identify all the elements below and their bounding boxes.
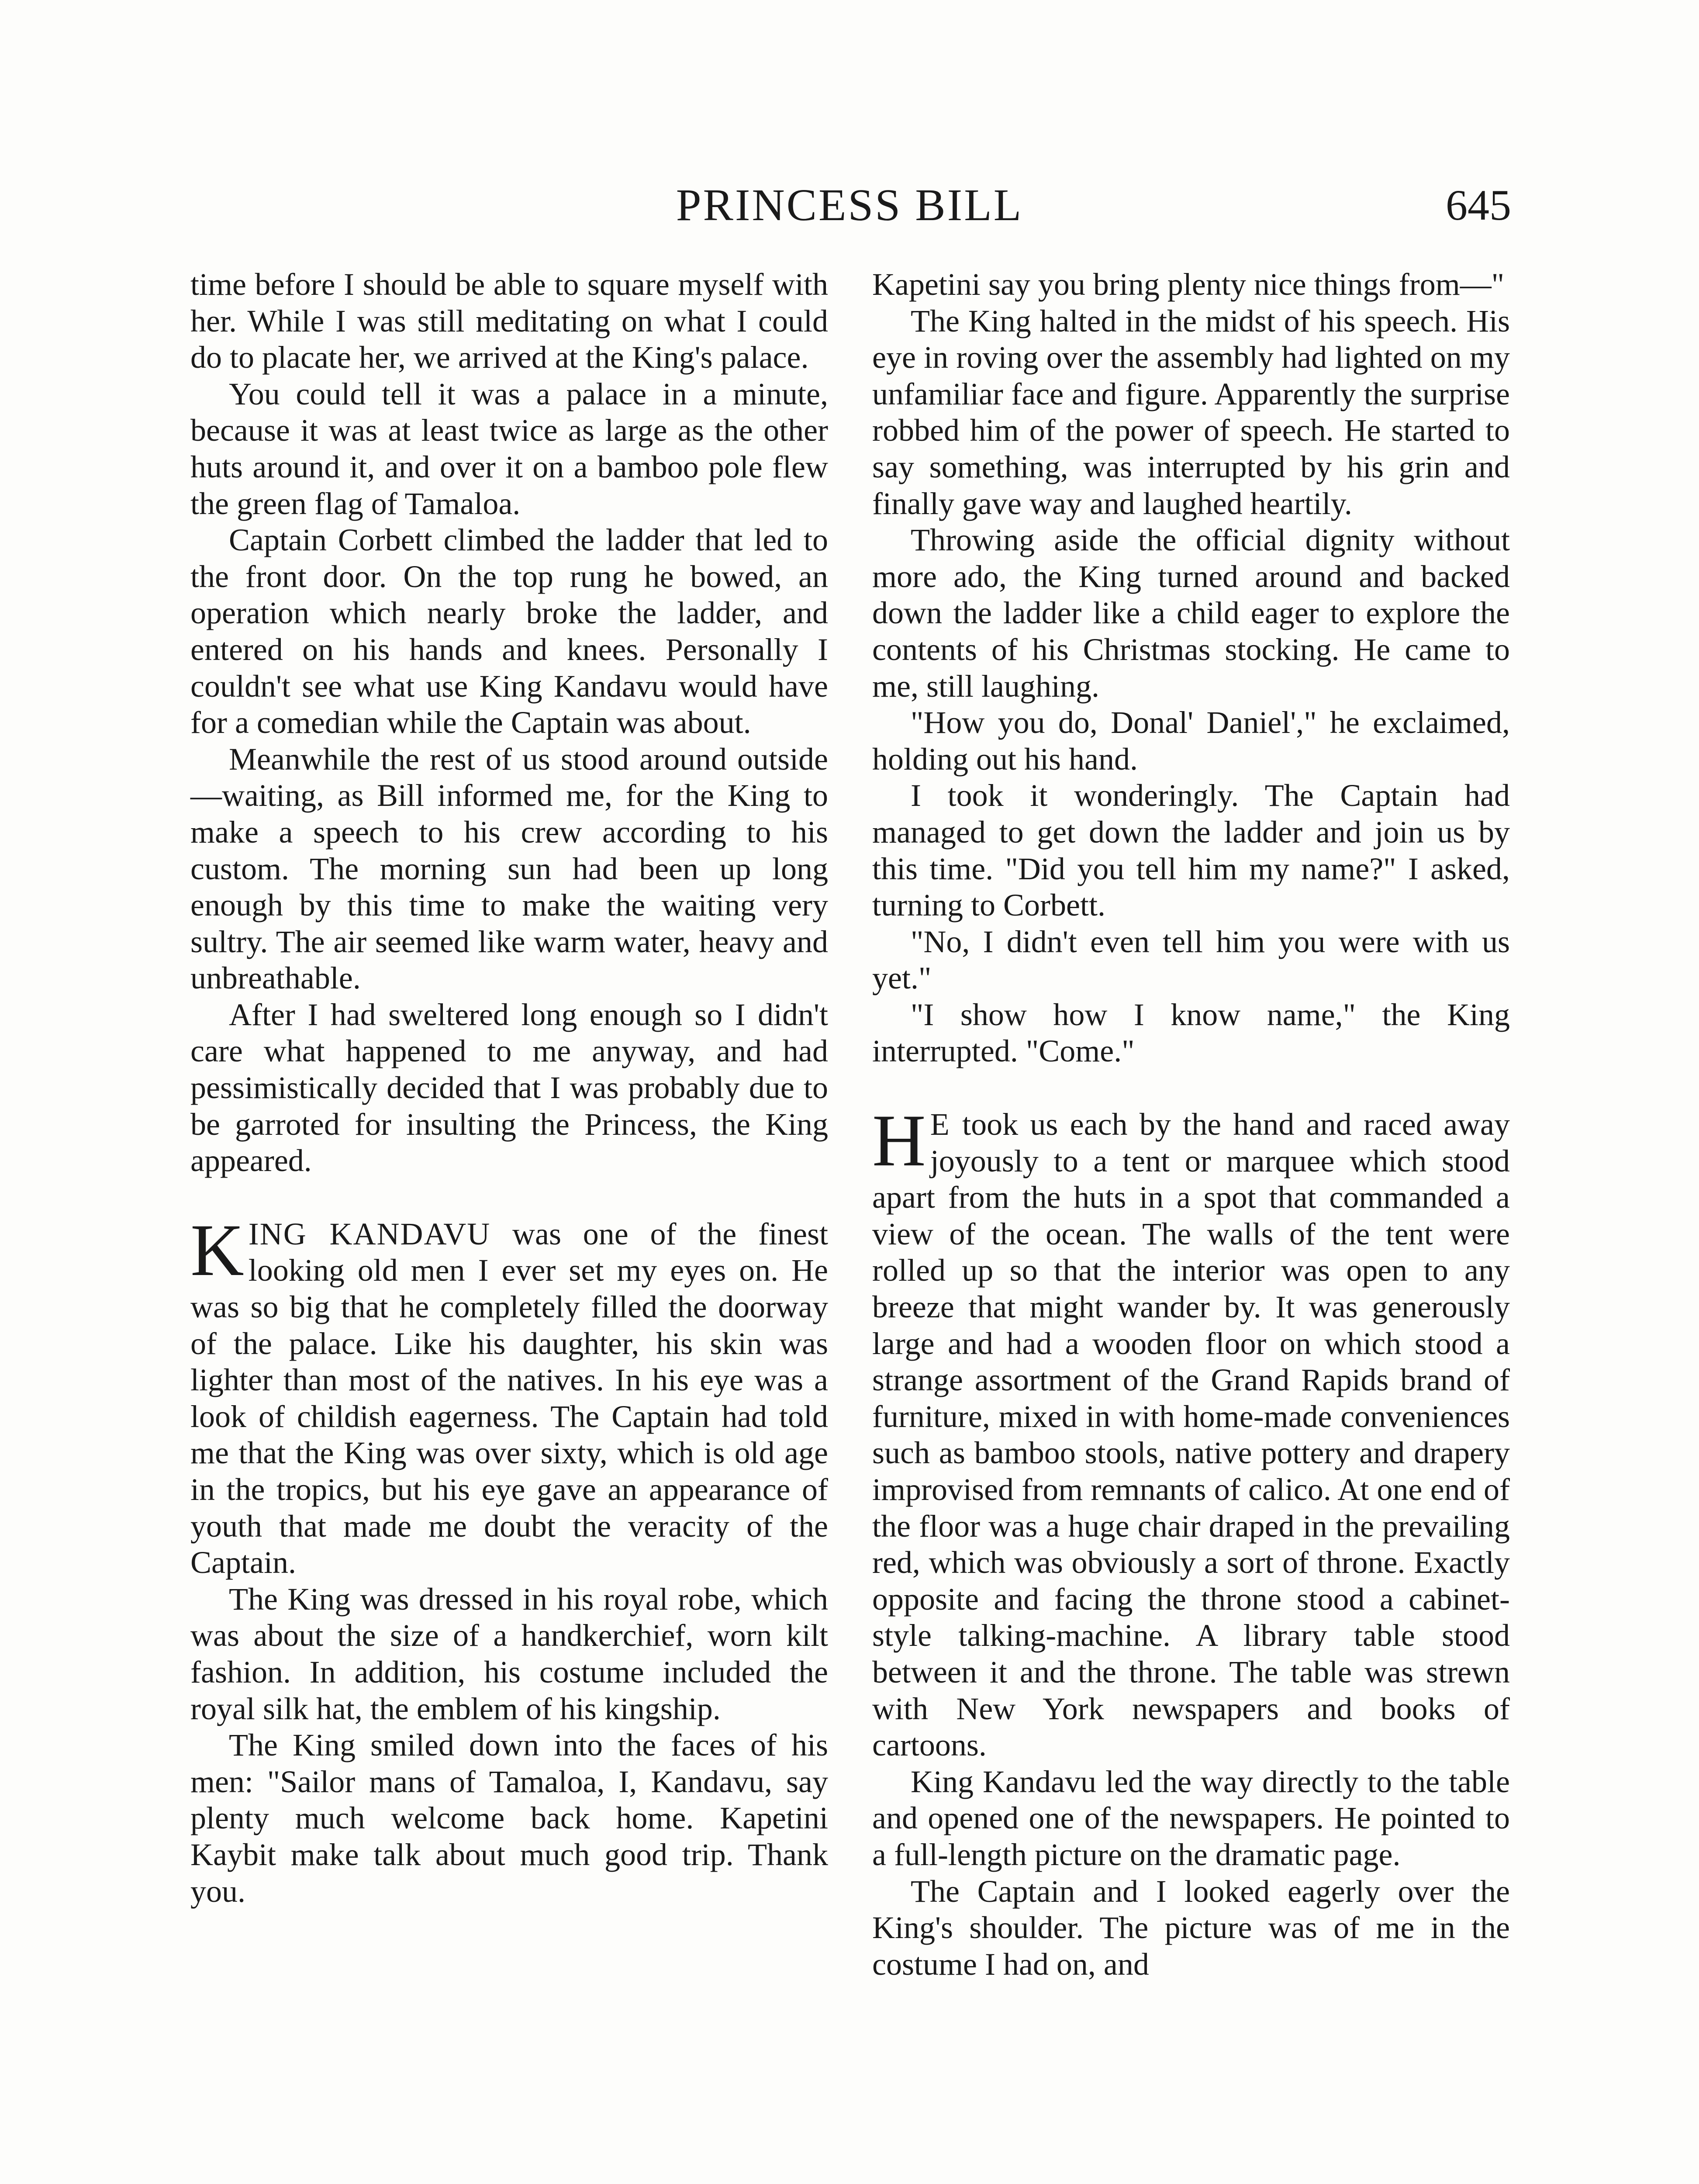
- paragraph: "No, I didn't even tell him you were with us yet.": [872, 924, 1510, 996]
- paragraph: time before I should be able to square myself with her. While I was still meditating on what I could do to placate her, we arrived at the King's palace.: [190, 267, 828, 375]
- section-break: [872, 1070, 1510, 1106]
- small-caps-lead: E: [930, 1107, 950, 1142]
- paragraph: I took it wonderingly. The Captain had managed to get down the ladder and join us by this time. "Did you tell him my name?" I asked, turning to Corbett.: [872, 778, 1510, 923]
- paragraph: The King halted in the midst of his speech. His eye in roving over the assembly had lighted on my unfamiliar face and figure. Apparently the surprise robbed him of the power of speech. He started to say something, was interrupted by his grin and finally gave way and laughed heartily.: [872, 303, 1510, 521]
- paragraph-text: was one of the finest looking old men I ever set my eyes on. He was so big that he completely filled the doorway of the palace. Like his daughter, his skin was lighter than most of the natives. In his eye was a look of childish eagerness. The Captain had told me that the King was over sixty, which is old age in the tropics, but his eye gave an appearance of youth that made me doubt the veracity of the Captain.: [190, 1216, 828, 1580]
- paragraph: "I show how I know name," the King interrupted. "Come.": [872, 997, 1510, 1069]
- running-title: PRINCESS BILL: [676, 180, 1023, 230]
- page-number: 645: [1446, 181, 1511, 229]
- paragraph: Meanwhile the rest of us stood around outside—waiting, as Bill informed me, for the King to make a speech to his crew according to his custom. The morning sun had been up long enough by this time to make the waiting very sultry. The air seemed like warm water, heavy and unbreathable.: [190, 741, 828, 996]
- paragraph: King Kandavu led the way directly to the table and opened one of the newspapers. He pointed to a full-length picture on the dramatic page.: [872, 1764, 1510, 1872]
- paragraph: After I had sweltered long enough so I didn't care what happened to me anyway, and had pessimistically decided that I was probably due to be garroted for insulting the Princess, the King appeared.: [190, 997, 828, 1178]
- drop-cap: K: [190, 1209, 244, 1291]
- left-column: [190, 266, 828, 1910]
- paragraph: You could tell it was a palace in a minute, because it was at least twice as large as the other huts around it, and over it on a bamboo pole flew the green flag of Tamaloa.: [190, 376, 828, 521]
- paragraph: The Captain and I looked eagerly over the King's shoulder. The picture was of me in the costume I had on, and: [872, 1873, 1510, 1982]
- section-break: [190, 1179, 828, 1216]
- drop-cap: H: [872, 1099, 926, 1182]
- right-column: [872, 266, 1510, 1983]
- section-opening-paragraph: [190, 1209, 828, 1581]
- running-head: [188, 175, 1511, 236]
- section-opening-paragraph: [872, 1099, 1510, 1764]
- paragraph: Throwing aside the official dignity without more ado, the King turned around and backed down the ladder like a child eager to explore the contents of his Christmas stocking. He came to me, still laughing.: [872, 522, 1510, 704]
- paragraph-text: took us each by the hand and raced away joyously to a tent or marquee which stood apart from the huts in a spot that commanded a view of the ocean. The walls of the tent were rolled up so that the interior was open to any breeze that might wander by. It was generously large and had a wooden floor on which stood a strange assortment of the Grand Rapids brand of furniture, mixed in with home-made conveniences such as bamboo stools, native pottery and drapery improvised from remnants of calico. At one end of the floor was a huge chair draped in the prevailing red, which was obviously a sort of throne. Exactly opposite and facing the throne stood a cabinet-style talking-machine. A library table stood between it and the throne. The table was strewn with New York newspapers and books of cartoons.: [872, 1107, 1510, 1763]
- paragraph: Kapetini say you bring plenty nice things from—": [872, 267, 1505, 302]
- paragraph: Captain Corbett climbed the ladder that led to the front door. On the top rung he bowed, an operation which nearly broke the ladder, and entered on his hands and knees. Personally I couldn't see what use King Kandavu would have for a comedian while the Captain was about.: [190, 522, 828, 740]
- paragraph: "How you do, Donal' Daniel'," he exclaimed, holding out his hand.: [872, 705, 1510, 777]
- paragraph: The King smiled down into the faces of his men: "Sailor mans of Tamaloa, I, Kandavu, say plenty much welcome back home. Kapetini Kaybit make talk about much good trip. Thank you.: [190, 1728, 828, 1909]
- small-caps-lead: ING KANDAVU: [248, 1216, 491, 1251]
- paragraph: The King was dressed in his royal robe, which was about the size of a handkerchief, worn kilt fashion. In addition, his costume included the royal silk hat, the emblem of his kingship.: [190, 1581, 828, 1726]
